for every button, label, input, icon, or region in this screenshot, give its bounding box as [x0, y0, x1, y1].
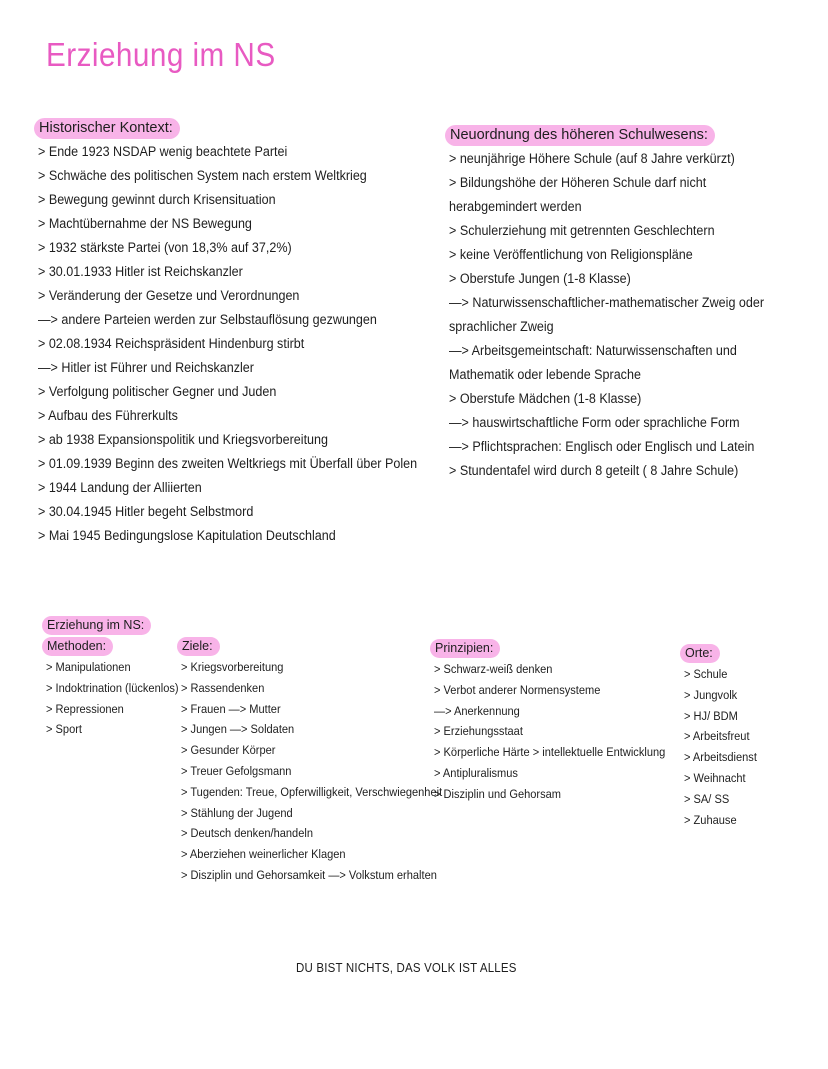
list-item: > Schulerziehung mit getrennten Geschlechtern [449, 223, 715, 238]
list-item: > Ende 1923 NSDAP wenig beachtete Partei [38, 144, 288, 159]
list-item: > Machtübernahme der NS Bewegung [38, 216, 252, 231]
methoden-list [46, 657, 193, 740]
list-item: > Arbeitsdienst [684, 750, 757, 765]
page-title: Erziehung im NS [46, 36, 276, 73]
list-item: —> andere Parteien werden zur Selbstauflösung gezwungen [38, 312, 377, 327]
list-item: > Tugenden: Treue, Opferwilligkeit, Verschwiegenheit [181, 784, 443, 799]
erziehung-section-heading-wrap [46, 616, 151, 636]
list-item: > SA/ SS [684, 791, 730, 806]
list-item: > Gesunder Körper [181, 743, 276, 758]
list-item: > Treuer Gefolgsmann [181, 763, 292, 778]
list-item: > ab 1938 Expansionspolitik und Kriegsvorbereitung [38, 432, 329, 447]
neuordnung-heading: Neuordnung des höheren Schulwesens: [445, 125, 715, 146]
list-item: > Oberstufe Jungen (1-8 Klasse) [449, 271, 631, 286]
list-item: —> Hitler ist Führer und Reichskanzler [38, 360, 254, 375]
list-item: —> Pflichtsprachen: Englisch oder Englisch und Latein [449, 439, 755, 454]
list-item: > Erziehungsstaat [434, 724, 523, 739]
list-item: > Jungen —> Soldaten [181, 722, 295, 737]
methoden-heading: Methoden: [42, 637, 113, 656]
historischer-kontext-heading: Historischer Kontext: [34, 118, 180, 139]
list-item: > Stundentafel wird durch 8 geteilt ( 8 Jahre Schule) [449, 463, 739, 478]
list-item: > HJ/ BDM [684, 708, 738, 723]
list-item: —> Anerkennung [434, 703, 520, 718]
list-item: > Weihnacht [684, 770, 746, 785]
prinzipien-list [434, 659, 691, 805]
neuordnung-section [449, 125, 788, 483]
list-item: > Schwarz-weiß denken [434, 662, 553, 676]
erziehung-heading: Erziehung im NS: [42, 616, 151, 635]
list-item: > Manipulationen [46, 660, 131, 674]
list-item: herabgemindert werden [449, 199, 582, 214]
list-item: > neunjährige Höhere Schule (auf 8 Jahre verkürzt) [449, 151, 735, 166]
list-item: > Jungvolk [684, 687, 738, 702]
list-item: > Kriegsvorbereitung [181, 660, 284, 674]
prinzipien-column [434, 639, 691, 805]
list-item: —> hauswirtschaftliche Form oder sprachliche Form [449, 415, 740, 430]
list-item: > Indoktrination (lückenlos) [46, 680, 179, 695]
list-item: > Mai 1945 Bedingungslose Kapitulation Deutschland [38, 528, 336, 543]
list-item: > Bewegung gewinnt durch Krisensituation [38, 192, 276, 207]
list-item: > Zuhause [684, 812, 737, 827]
list-item: —> Naturwissenschaftlicher-mathematischer Zweig oder [449, 295, 765, 310]
list-item: > Sport [46, 722, 82, 737]
list-item: > Schule [684, 667, 728, 681]
prinzipien-heading: Prinzipien: [430, 639, 500, 658]
list-item: —> Arbeitsgemeintschaft: Naturwissenschaften und [449, 343, 737, 358]
historischer-kontext-list [38, 140, 446, 548]
list-item: > 1932 stärkste Partei (von 18,3% auf 37,2%) [38, 240, 292, 255]
list-item: > Disziplin und Gehorsam [434, 786, 562, 801]
list-item: > Aberziehen weinerlicher Klagen [181, 847, 346, 862]
list-item: > 30.04.1945 Hitler begeht Selbstmord [38, 504, 254, 519]
list-item: > 02.08.1934 Reichspräsident Hindenburg stirbt [38, 336, 305, 351]
list-item: > 30.01.1933 Hitler ist Reichskanzler [38, 264, 243, 279]
ziele-heading: Ziele: [177, 637, 220, 656]
list-item: > Rassendenken [181, 680, 265, 695]
list-item: sprachlicher Zweig [449, 319, 554, 334]
list-item: > Oberstufe Mädchen (1-8 Klasse) [449, 391, 642, 406]
footer-slogan: DU BIST NICHTS, DAS VOLK IST ALLES [296, 961, 517, 975]
list-item: > Antipluralismus [434, 765, 518, 780]
orte-list [684, 664, 765, 830]
list-item: > Veränderung der Gesetze und Verordnungen [38, 288, 300, 303]
list-item: > Repressionen [46, 701, 124, 716]
methoden-column [46, 637, 193, 740]
list-item: > Verfolgung politischer Gegner und Juden [38, 384, 277, 399]
list-item: > Schwäche des politischen System nach erstem Weltkrieg [38, 168, 367, 183]
neuordnung-list [449, 147, 788, 483]
historischer-kontext-section [38, 118, 446, 548]
list-item: > Stählung der Jugend [181, 805, 293, 820]
orte-column [684, 644, 765, 830]
list-item: > Disziplin und Gehorsamkeit —> Volkstum erhalten [181, 867, 437, 882]
list-item: > 01.09.1939 Beginn des zweiten Weltkriegs mit Überfall über Polen [38, 456, 418, 471]
list-item: > Verbot anderer Normensysteme [434, 682, 601, 697]
list-item: Mathematik oder lebende Sprache [449, 367, 641, 382]
list-item: > keine Veröffentlichung von Religionspläne [449, 247, 693, 262]
list-item: > Aufbau des Führerkults [38, 408, 178, 423]
ziele-column [181, 637, 471, 886]
list-item: > Körperliche Härte > intellektuelle Entwicklung [434, 745, 666, 760]
list-item: > Deutsch denken/handeln [181, 826, 313, 841]
list-item: > Arbeitsfreut [684, 729, 750, 744]
list-item: > Bildungshöhe der Höheren Schule darf nicht [449, 175, 707, 190]
ziele-list [181, 657, 471, 886]
orte-heading: Orte: [680, 644, 720, 663]
list-item: > Frauen —> Mutter [181, 701, 281, 716]
list-item: > 1944 Landung der Alliierten [38, 480, 202, 495]
